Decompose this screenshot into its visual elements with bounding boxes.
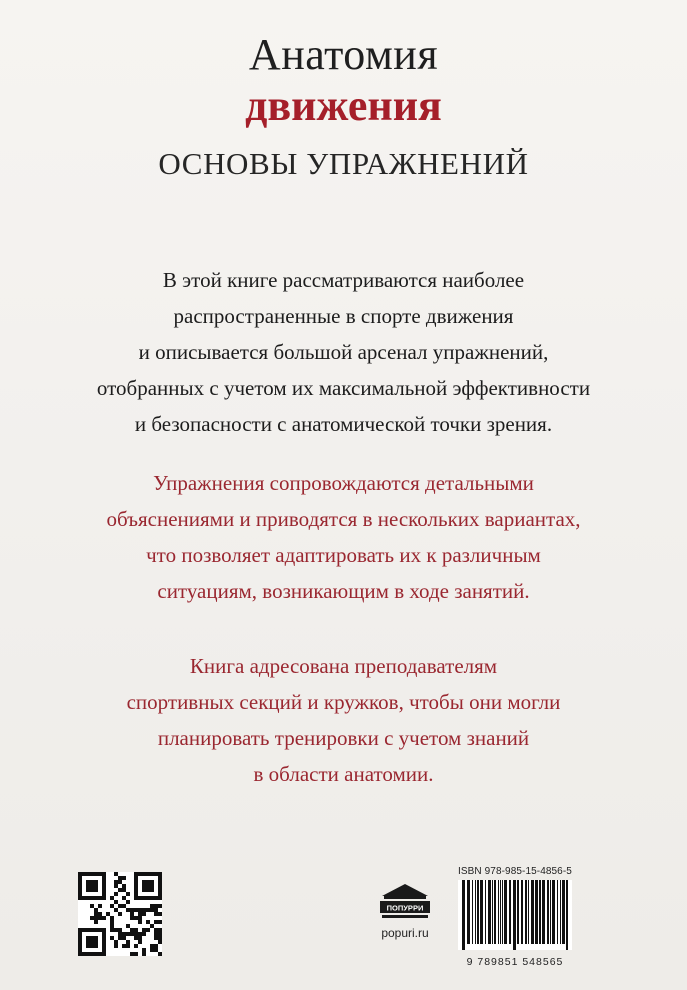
publisher-url: popuri.ru: [381, 926, 429, 940]
subtitle: ОСНОВЫ УПРАЖНЕНИЙ: [158, 146, 529, 181]
qr-code-icon: [78, 872, 162, 956]
paragraph-line: распространенные в спорте движения: [173, 304, 514, 328]
title-line-1: Анатомия: [248, 30, 439, 79]
publisher-logo-icon: [374, 880, 436, 920]
paragraph-line: объяснениями и приводятся в нескольких вариантах,: [106, 507, 581, 531]
paragraph-line: планировать тренировки с учетом знаний: [157, 726, 530, 750]
description-paragraph-2: [0, 465, 687, 609]
paragraph-line: спортивных секций и кружков, чтобы они могли: [126, 690, 561, 714]
description-paragraph-3: [0, 648, 687, 792]
publisher-block: [370, 880, 440, 940]
qr-code: [78, 872, 162, 956]
isbn-barcode-block: [458, 866, 572, 968]
title-line-2: движения: [245, 81, 442, 130]
publisher-logo-text: ПОПУРРИ: [386, 903, 424, 913]
barcode-number: 9 789851 548565: [466, 956, 564, 968]
title-block: [0, 30, 687, 184]
paragraph-line: и описывается большой арсенал упражнений,: [138, 340, 549, 364]
isbn-label: ISBN 978-985-15-4856-5: [458, 866, 572, 877]
paragraph-line: Книга адресована преподавателям: [189, 654, 498, 678]
paragraph-line: что позволяет адаптировать их к различным: [146, 543, 541, 567]
paragraph-line: ситуациям, возникающим в ходе занятий.: [157, 579, 530, 603]
description-paragraph-1: [0, 262, 687, 442]
paragraph-line: и безопасности с анатомической точки зрения.: [134, 412, 553, 436]
paragraph-line: Упражнения сопровождаются детальными: [153, 471, 534, 495]
barcode-icon: [458, 880, 572, 950]
paragraph-line: отобранных с учетом их максимальной эффективности: [96, 376, 591, 400]
paragraph-line: в области анатомии.: [253, 762, 434, 786]
paragraph-line: В этой книге рассматриваются наиболее: [162, 268, 525, 292]
